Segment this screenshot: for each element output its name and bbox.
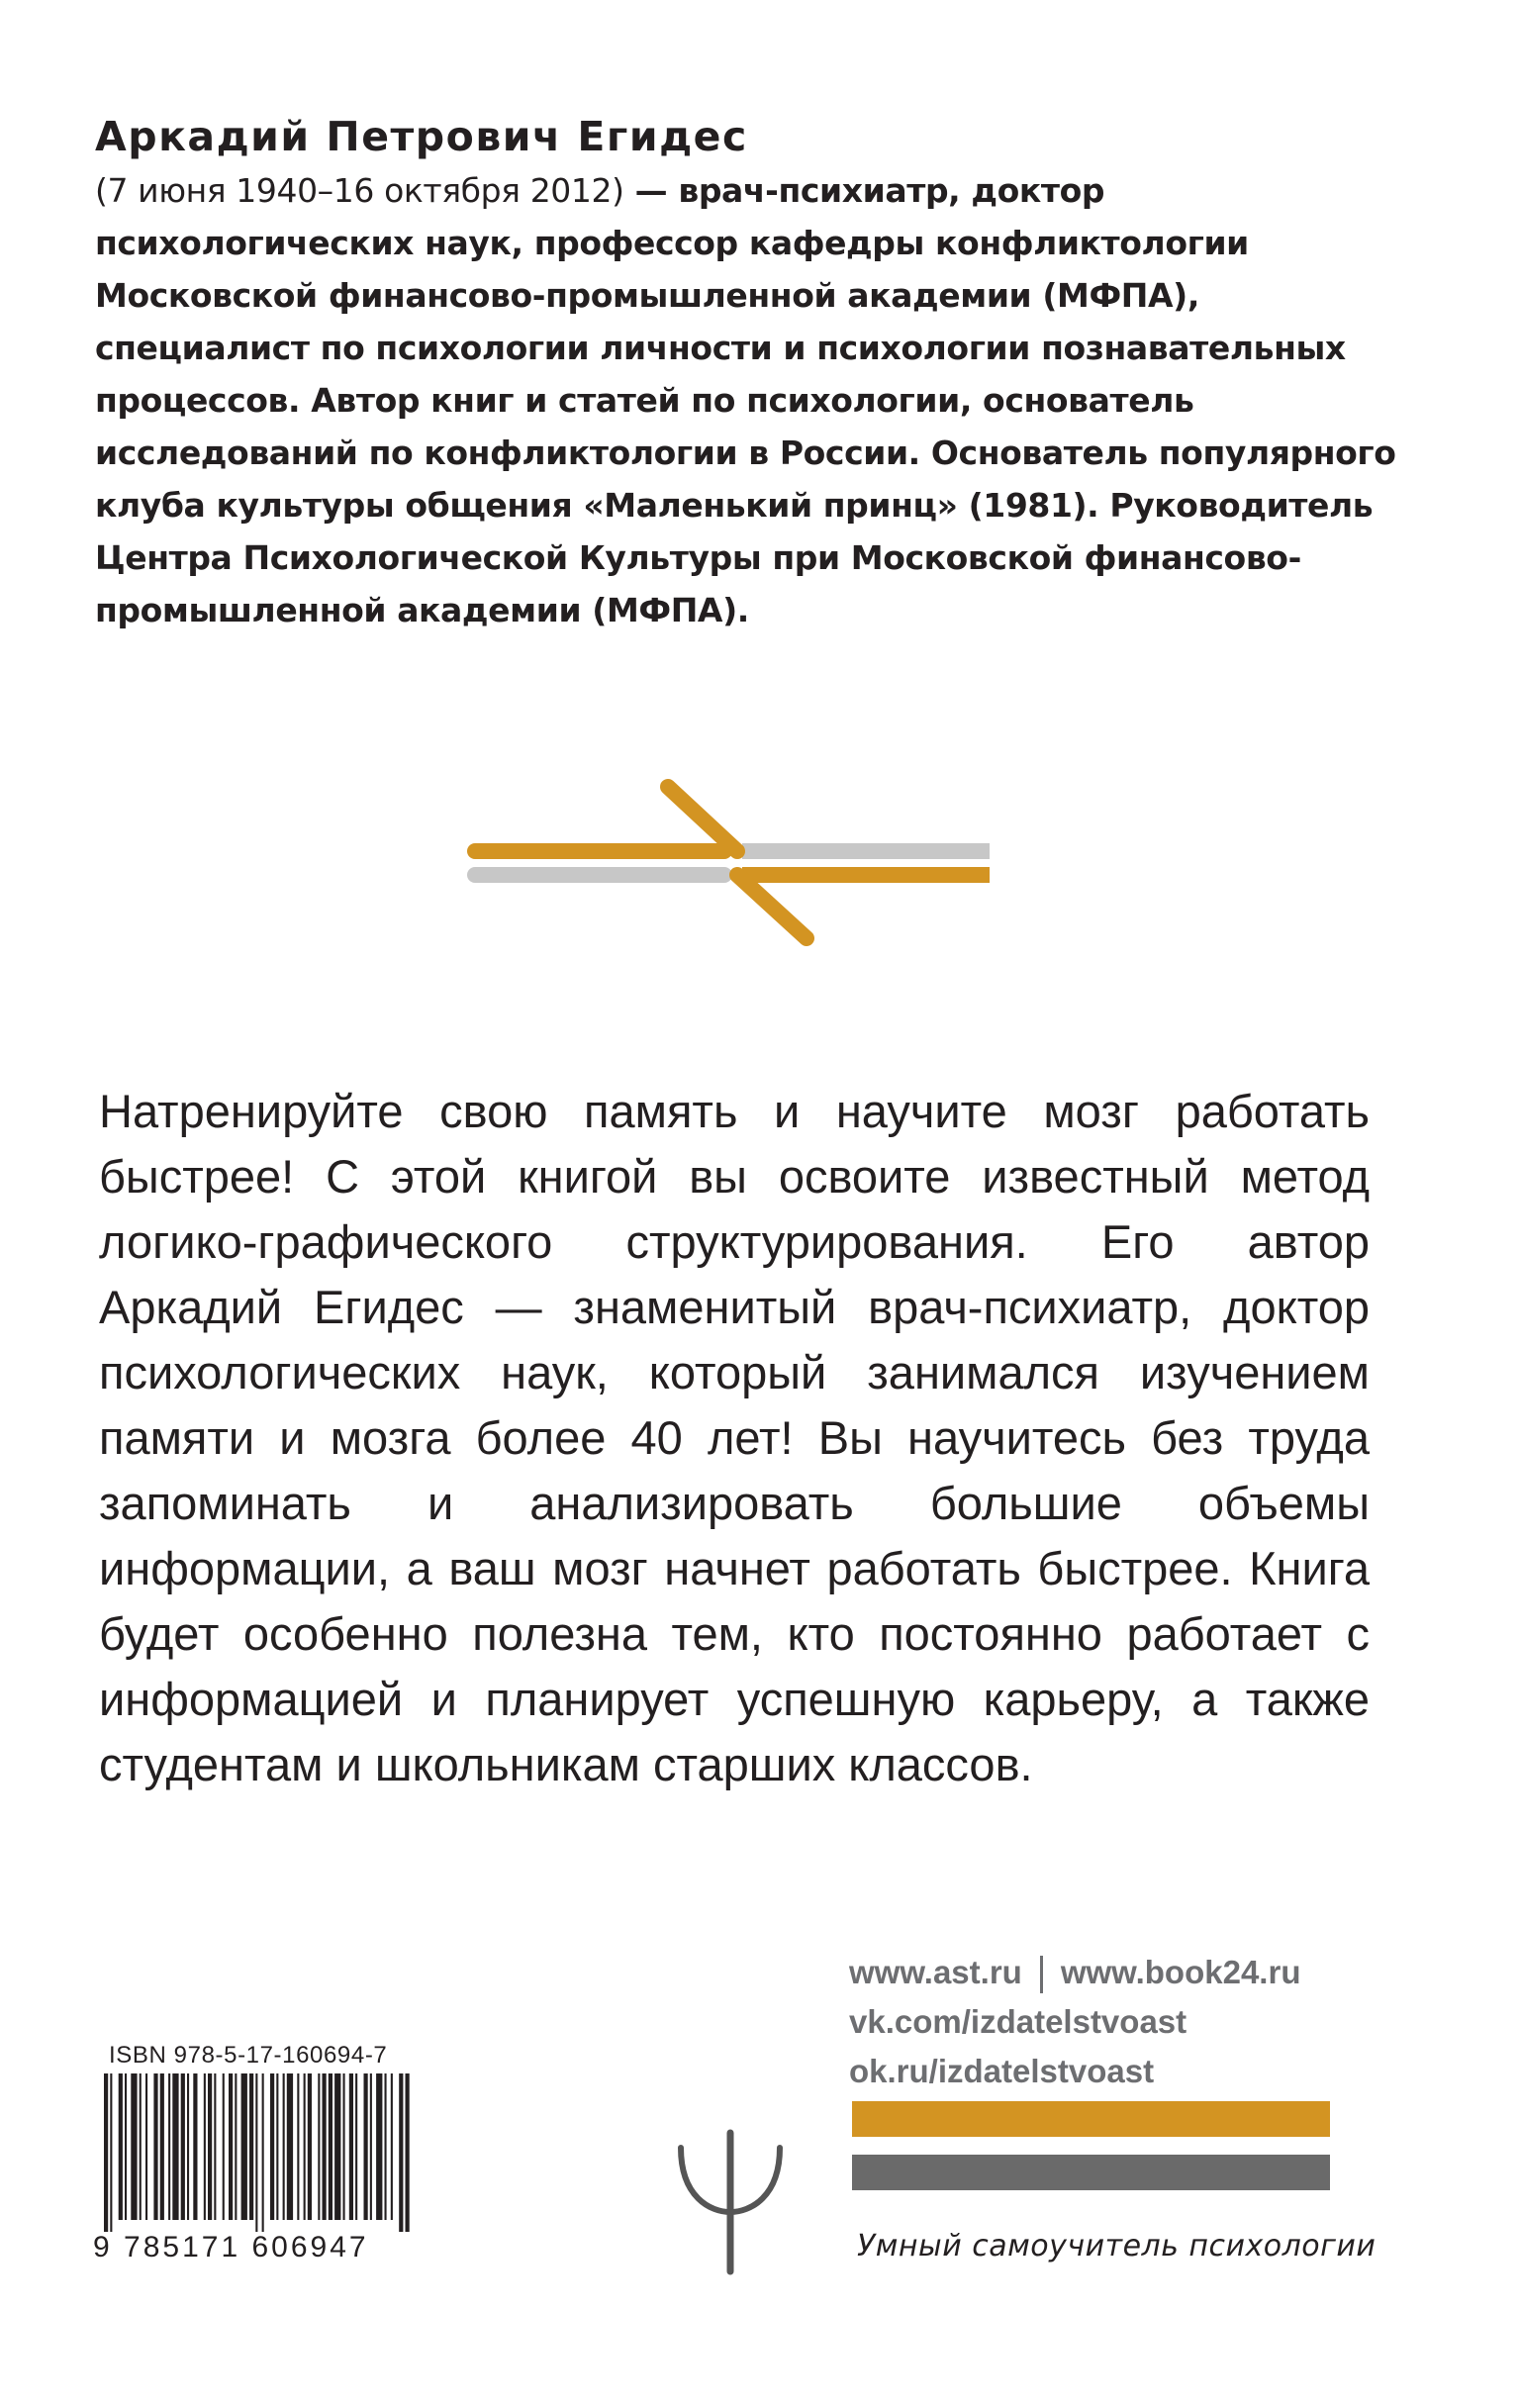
ean-digits: 9 785171 606947 <box>93 2231 369 2264</box>
barcode-bar <box>334 2073 340 2220</box>
link-book24[interactable]: www.book24.ru <box>1060 1954 1301 1990</box>
barcode-bar <box>140 2073 142 2220</box>
barcode-bar <box>376 2073 382 2220</box>
barcode-bar <box>181 2073 185 2220</box>
barcode <box>104 2073 411 2232</box>
barcode-bar <box>145 2073 147 2220</box>
link-ast[interactable]: www.ast.ru <box>849 1954 1022 1990</box>
barcode-bar <box>168 2073 170 2220</box>
barcode-bar <box>214 2073 216 2220</box>
barcode-bar <box>391 2073 393 2220</box>
publisher-links <box>849 1948 1300 2096</box>
barcode-bar <box>283 2073 285 2220</box>
barcode-bar <box>323 2073 327 2220</box>
barcode-bar <box>370 2073 372 2220</box>
barcode-bar <box>153 2073 157 2220</box>
link-separator <box>1040 1956 1043 1993</box>
author-name: Аркадий Петрович Егидес <box>95 113 748 160</box>
barcode-bar <box>204 2073 206 2220</box>
link-ok[interactable]: ok.ru/izdatelstvoast <box>849 2053 1155 2089</box>
barcode-bar <box>297 2073 299 2220</box>
barcode-bar <box>255 2073 257 2232</box>
barcode-bar <box>104 2073 108 2232</box>
barcode-bar <box>208 2073 212 2220</box>
barcode-bar <box>262 2073 264 2232</box>
barcode-bar <box>329 2073 332 2220</box>
barcode-bar <box>160 2073 164 2220</box>
barcode-bar <box>385 2073 387 2220</box>
barcode-bar <box>318 2073 320 2220</box>
barcode-bar <box>355 2073 357 2220</box>
barcode-bar <box>304 2073 306 2220</box>
gray-stripe <box>852 2155 1330 2190</box>
barcode-bar <box>343 2073 345 2220</box>
author-bio <box>95 164 1411 636</box>
author-dates: (7 июня 1940–16 октября 2012) <box>95 171 624 210</box>
barcode-bar <box>349 2073 353 2220</box>
barcode-bar <box>249 2073 253 2220</box>
gold-stripe <box>852 2101 1330 2137</box>
barcode-bar <box>270 2073 274 2220</box>
author-bio-text: — врач-психиатр, доктор психологических наук, профессор кафедры конфликтологии Московской финансово-промышленной академии (МФПА), специалист по психологии личности и психологии познавательных процессов. Автор книг и статей по психологии, основатель исследований по конфликтологии в России. Основатель популярного клуба культуры общения «Маленький принц» (1981). Руководитель Центра Психологической Культуры при Московской финансово-промышленной академии (МФПА). <box>95 171 1396 629</box>
barcode-bar <box>308 2073 312 2220</box>
book-description: Натренируйте свою память и научите мозг работать быстрее! С этой книгой вы освоите известный метод логико-графического структурирования. Его автор Аркадий Егидес — знаменитый врач-психиатр, доктор психологических наук, который занимался изучением памяти и мозга более 40 лет! Вы научитесь без труда запоминать и анализировать большие объемы информации, а ваш мозг начнет работать быстрее. Книга будет особенно полезна тем, кто постоянно работает с информацией и планирует успешную карьеру, а также студентам и школьникам старших классов. <box>99 1085 1370 1790</box>
barcode-bar <box>364 2073 368 2220</box>
arrows-icon <box>465 772 999 950</box>
barcode-bar <box>193 2073 197 2220</box>
isbn-label: ISBN 978-5-17-160694-7 <box>109 2042 388 2069</box>
barcode-bar <box>125 2073 127 2220</box>
barcode-bar <box>399 2073 403 2232</box>
series-title: Умный самоучитель психологии <box>857 2229 1377 2264</box>
barcode-bar <box>287 2073 293 2220</box>
barcode-bar <box>131 2073 137 2220</box>
barcode-bar <box>223 2073 225 2220</box>
barcode-bar <box>187 2073 189 2220</box>
barcode-bar <box>276 2073 278 2220</box>
barcode-bar <box>406 2073 410 2232</box>
barcode-bar <box>119 2073 123 2220</box>
psi-logo-icon <box>671 2128 790 2276</box>
barcode-bar <box>172 2073 178 2220</box>
barcode-bar <box>241 2073 247 2220</box>
link-vk[interactable]: vk.com/izdatelstvoast <box>849 2003 1187 2040</box>
barcode-bar <box>229 2073 233 2220</box>
author-block <box>95 109 1411 636</box>
barcode-bar <box>110 2073 112 2232</box>
barcode-bar <box>235 2073 237 2220</box>
